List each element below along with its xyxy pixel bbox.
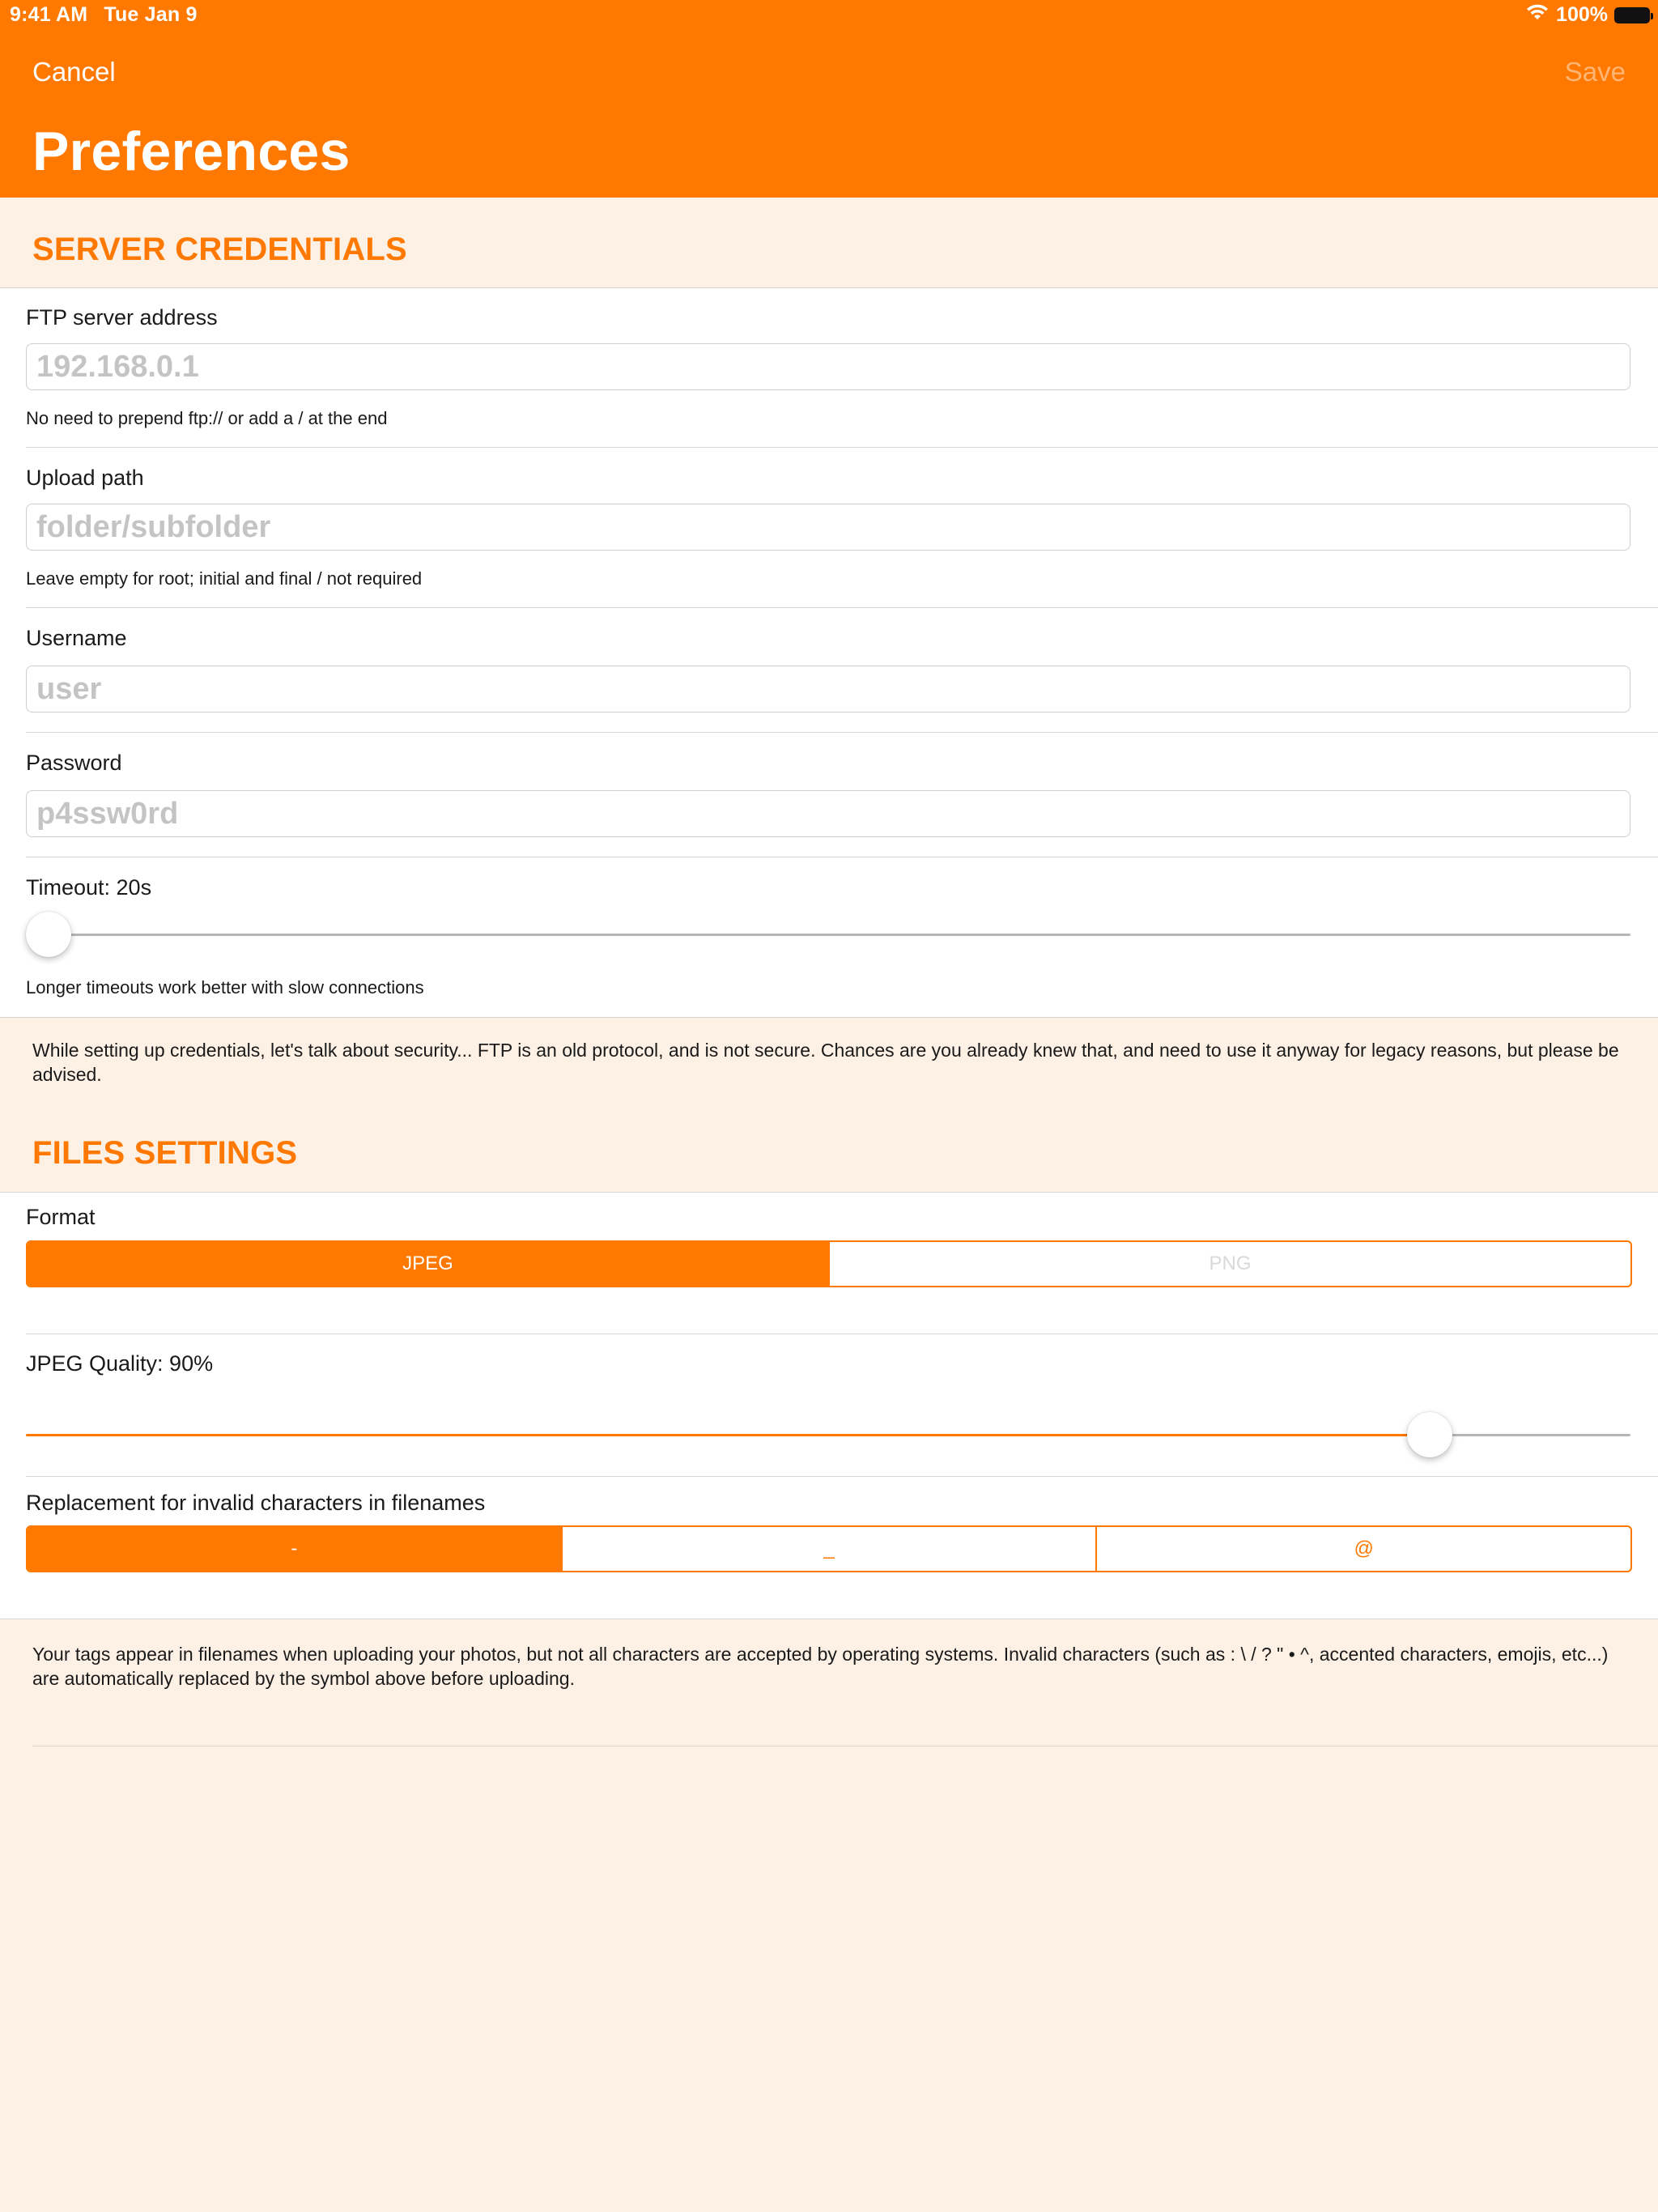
format-option-png[interactable]: PNG xyxy=(828,1242,1630,1286)
save-button[interactable]: Save xyxy=(1564,57,1626,87)
password-input[interactable] xyxy=(26,790,1630,837)
format-label: Format xyxy=(26,1205,96,1229)
replacement-option-underscore[interactable]: _ xyxy=(561,1527,1096,1571)
username-input[interactable] xyxy=(26,666,1630,713)
server-credentials-group xyxy=(0,287,1658,1018)
jpeg-quality-slider-thumb[interactable] xyxy=(1407,1412,1452,1457)
status-bar-left xyxy=(10,3,198,27)
battery-percentage: 100% xyxy=(1556,3,1608,26)
replacement-label: Replacement for invalid characters in filenames xyxy=(26,1491,486,1515)
ftp-address-hint: No need to prepend ftp:// or add a / at the end xyxy=(26,408,388,428)
upload-path-hint: Leave empty for root; initial and final / not required xyxy=(26,568,423,589)
navigation-header xyxy=(0,0,1658,198)
jpeg-quality-slider[interactable] xyxy=(26,1434,1630,1436)
timeout-label: Timeout: 20s xyxy=(26,875,152,900)
divider xyxy=(26,1476,1658,1477)
filenames-footer-text: Your tags appear in filenames when uploading your photos, but not all characters are accepted by operating systems. Invalid characters (such as : \ / ? " • ^, accented characters, emojis, etc...) are automatically replaced by the symbol above before uploading. xyxy=(32,1644,1609,1689)
username-label: Username xyxy=(26,626,127,650)
jpeg-quality-slider-fill xyxy=(26,1434,1430,1436)
cancel-button[interactable]: Cancel xyxy=(32,57,116,87)
format-segmented-control[interactable] xyxy=(26,1240,1632,1287)
section-header-server-credentials: SERVER CREDENTIALS xyxy=(32,232,407,267)
page-title: Preferences xyxy=(32,121,351,182)
ftp-address-label: FTP server address xyxy=(26,305,218,330)
format-option-jpeg[interactable]: JPEG xyxy=(28,1242,828,1286)
timeout-slider-thumb[interactable] xyxy=(26,912,71,957)
ftp-address-input[interactable] xyxy=(26,343,1630,390)
divider xyxy=(26,447,1658,448)
timeout-slider[interactable] xyxy=(26,934,1630,936)
replacement-option-dash[interactable]: - xyxy=(28,1527,561,1571)
upload-path-label: Upload path xyxy=(26,466,144,490)
status-time: 9:41 AM xyxy=(10,3,88,26)
section-header-files-settings: FILES SETTINGS xyxy=(32,1135,298,1171)
password-label: Password xyxy=(26,751,122,775)
status-bar-right xyxy=(1525,3,1650,27)
upload-path-input[interactable] xyxy=(26,504,1630,551)
battery-icon xyxy=(1614,7,1650,23)
timeout-hint: Longer timeouts work better with slow connections xyxy=(26,977,424,998)
replacement-segmented-control[interactable] xyxy=(26,1525,1632,1572)
jpeg-quality-label: JPEG Quality: 90% xyxy=(26,1351,214,1376)
divider xyxy=(26,607,1658,608)
status-date: Tue Jan 9 xyxy=(104,3,198,26)
divider xyxy=(26,732,1658,733)
replacement-option-at[interactable]: @ xyxy=(1095,1527,1630,1571)
wifi-icon xyxy=(1525,3,1550,27)
security-footer-text: While setting up credentials, let's talk about security... FTP is an old protocol, and is not secure. Chances are you already knew that, and need to use it anyway for legacy reasons, but please be advised. xyxy=(32,1040,1619,1085)
